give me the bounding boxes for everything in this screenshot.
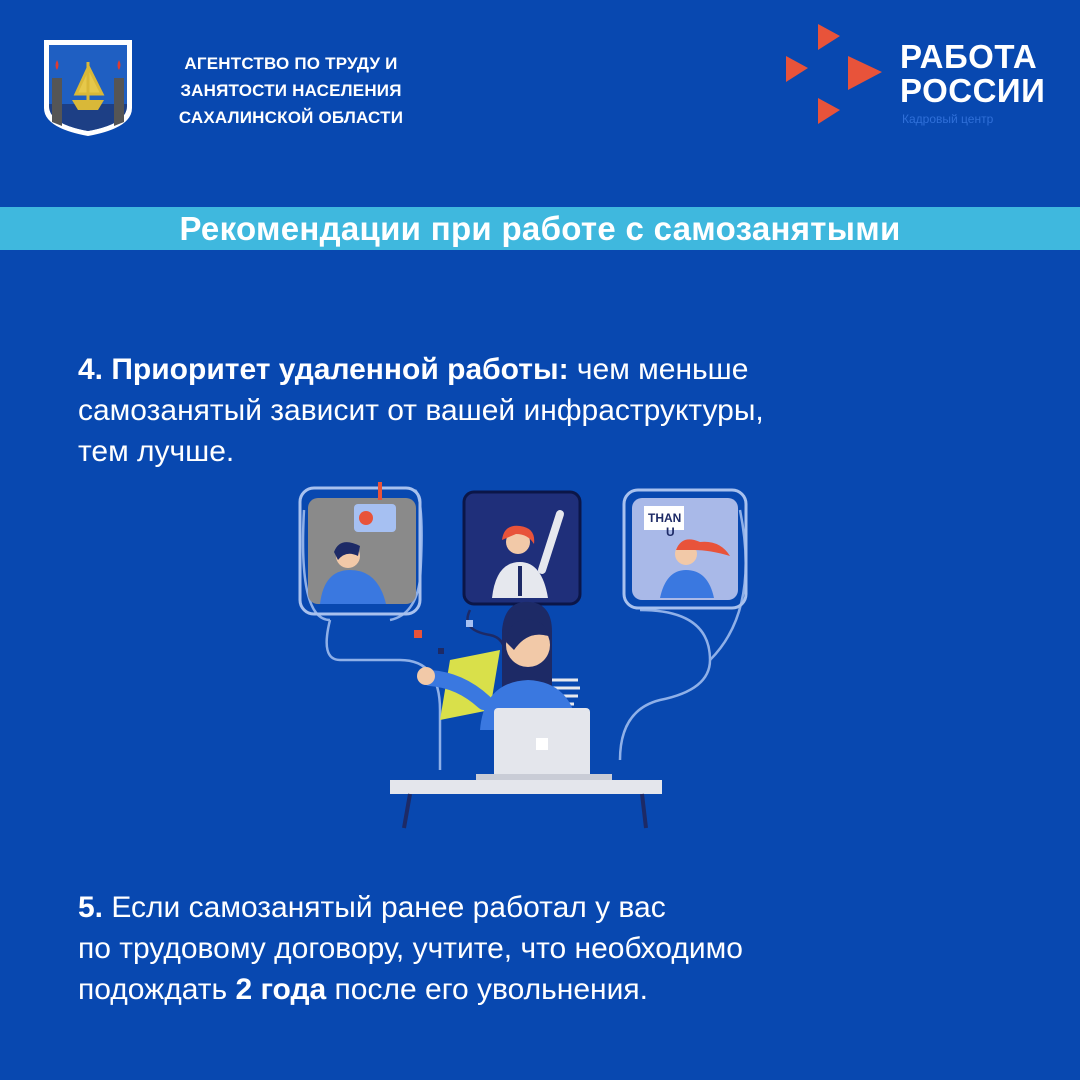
recommendation-5-text-3b: после его увольнения. xyxy=(326,973,648,1006)
agency-line-2: ЗАНЯТОСТИ НАСЕЛЕНИЯ xyxy=(180,81,402,100)
recommendation-4-text-1: чем меньше xyxy=(568,353,749,386)
recommendation-4 xyxy=(78,349,764,472)
recommendation-5-line-3 xyxy=(78,969,743,1010)
recommendation-5 xyxy=(78,887,743,1010)
recommendation-4-label: 4. Приоритет удаленной работы: xyxy=(78,353,569,386)
desk xyxy=(390,780,662,794)
title-band xyxy=(0,207,1080,250)
thank-you-sign-text-2: U xyxy=(666,525,675,539)
brand-name xyxy=(900,40,1045,108)
rabota-rossii-logo-icon xyxy=(782,20,892,128)
recommendation-4-line-1 xyxy=(78,349,764,390)
recommendation-5-line-2: по трудовому договору, учтите, что необходимо xyxy=(78,932,743,965)
brand-line-2: РОССИИ xyxy=(900,72,1046,109)
sakhalin-coat-of-arms-icon xyxy=(42,38,134,138)
brand-line-1: РАБОТА xyxy=(900,38,1038,75)
thank-you-sign-text: THAN xyxy=(648,511,682,525)
recommendation-4-line-3: тем лучше. xyxy=(78,435,235,468)
remote-work-illustration xyxy=(290,470,770,832)
recommendation-5-text-3a: подождать xyxy=(78,973,236,1006)
agency-line-3: САХАЛИНСКОЙ ОБЛАСТИ xyxy=(178,108,404,127)
recommendation-5-line-1 xyxy=(78,887,743,928)
brand-subtitle: Кадровый центр xyxy=(902,112,994,126)
agency-line-1: АГЕНТСТВО ПО ТРУДУ И xyxy=(184,54,398,73)
recommendation-4-line-2: самозанятый зависит от вашей инфраструктуры, xyxy=(78,394,764,427)
recommendation-5-number: 5. xyxy=(78,891,104,924)
section-title: Рекомендации при работе с самозанятыми xyxy=(179,210,901,247)
agency-name xyxy=(146,50,436,131)
recommendation-5-highlight: 2 года xyxy=(235,973,327,1006)
recommendation-5-text-1: Если самозанятый ранее работал у вас xyxy=(103,891,666,924)
